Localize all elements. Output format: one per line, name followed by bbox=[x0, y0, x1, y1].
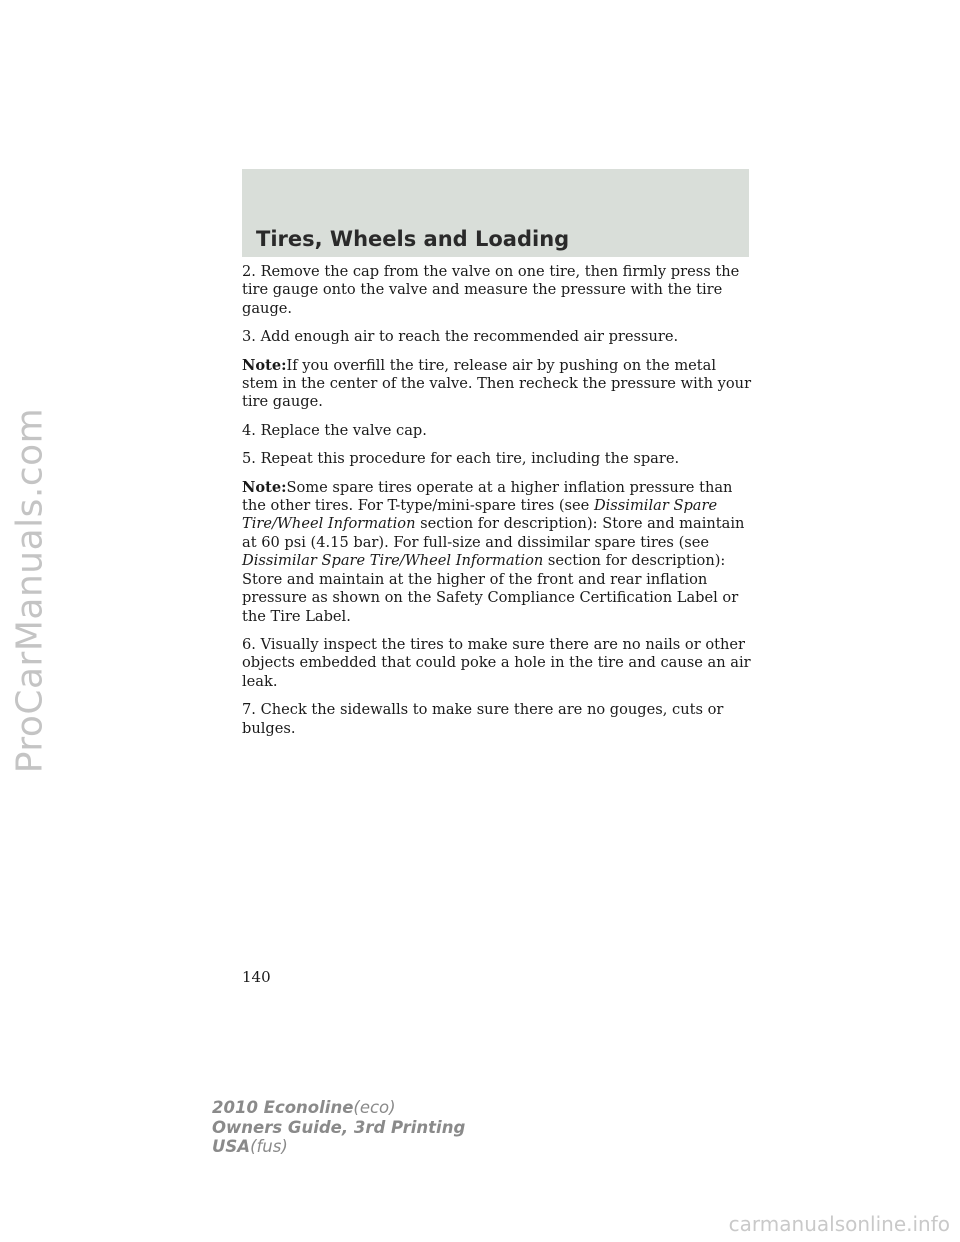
section-header bbox=[242, 169, 749, 257]
step-5-paragraph: 5. Repeat this procedure for each tire, including the spare. bbox=[242, 450, 680, 468]
footer-model: 2010 Econoline bbox=[212, 1098, 354, 1117]
note-1-text: If you overfill the tire, release air by pushing on the metal stem in the center of the valve. Then recheck the pressure with your tire gauge. bbox=[242, 356, 752, 411]
bottom-watermark: carmanualsonline.info bbox=[728, 1212, 950, 1236]
footer-model-code: (eco) bbox=[353, 1098, 396, 1117]
note-1-paragraph bbox=[242, 357, 752, 412]
cross-reference-link-2: Dissimilar Spare Tire/Wheel Information bbox=[242, 552, 544, 570]
footer-line-2: Owners Guide, 3rd Printing bbox=[212, 1117, 466, 1137]
step-7-paragraph: 7. Check the sidewalls to make sure there are no gouges, cuts or bulges. bbox=[242, 701, 724, 737]
step-3-paragraph: 3. Add enough air to reach the recommended air pressure. bbox=[242, 328, 679, 346]
step-6-paragraph: 6. Visually inspect the tires to make sure there are no nails or other objects embedded that could poke a hole in the tire and cause an air leak. bbox=[242, 635, 751, 690]
note-2-label: Note: bbox=[242, 478, 287, 496]
footer-line-3 bbox=[212, 1137, 465, 1157]
footer-market-code: (fus) bbox=[250, 1137, 288, 1156]
note-2-text-c: section for description): Store and maintain at the higher of the front and rear inflation pressure as shown on the Safety Compliance Certification Label or the Tire Label. bbox=[242, 552, 739, 625]
note-2-text-a: Some spare tires operate at a higher inflation pressure than the other tires. For T-type/mini-spare tires (see bbox=[242, 478, 733, 515]
side-watermark bbox=[2, 330, 58, 850]
page-number: 140 bbox=[242, 968, 271, 986]
document-footer bbox=[212, 1098, 465, 1157]
step-2-paragraph: 2. Remove the cap from the valve on one tire, then firmly press the tire gauge onto the valve and measure the pressure with the tire gauge. bbox=[242, 263, 740, 317]
page-content bbox=[242, 263, 752, 748]
side-watermark-text: ProCarManuals.com bbox=[9, 407, 51, 773]
step-4-paragraph: 4. Replace the valve cap. bbox=[242, 421, 427, 439]
cross-reference-link-1: Dissimilar Spare Tire/Wheel Information bbox=[242, 497, 718, 533]
footer-market: USA bbox=[212, 1137, 251, 1156]
note-2-text-b: section for description): Store and maintain at 60 psi (4.15 bar). For full-size and dissimilar spare tires (see bbox=[242, 515, 745, 551]
section-title: Tires, Wheels and Loading bbox=[256, 227, 570, 251]
note-2-paragraph bbox=[242, 479, 752, 626]
note-1-label: Note: bbox=[242, 356, 287, 374]
footer-line-1 bbox=[212, 1098, 465, 1118]
